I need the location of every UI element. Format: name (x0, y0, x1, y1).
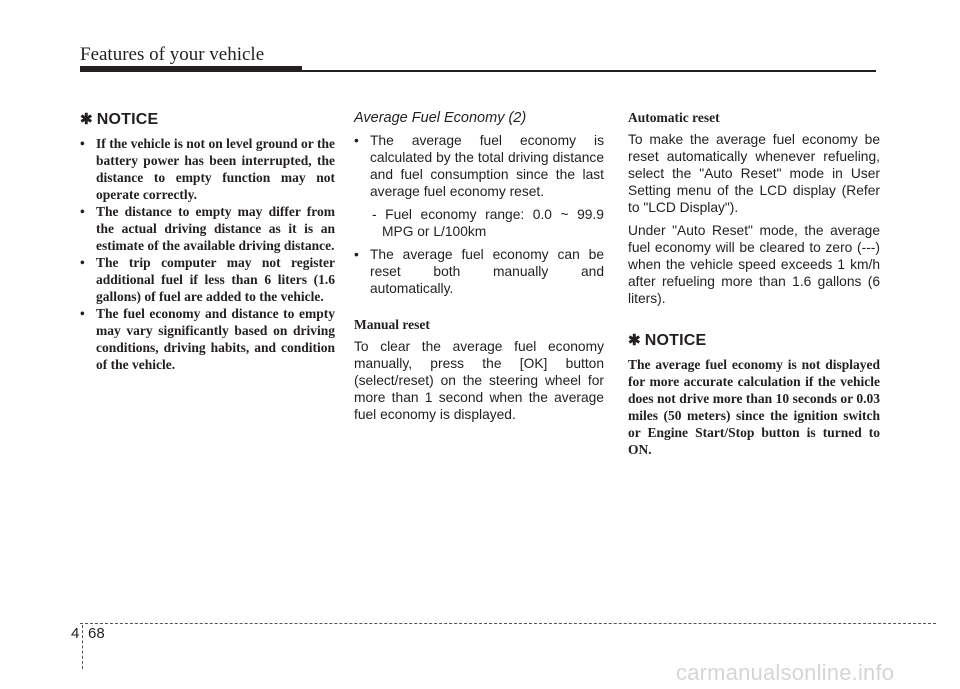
bullet-icon: • (354, 247, 359, 262)
column-1 (80, 110, 335, 373)
bullet-icon: • (80, 136, 85, 151)
bullet-icon: • (80, 306, 85, 321)
list-item (354, 132, 604, 200)
list-item (80, 135, 335, 203)
page-number-divider (82, 625, 83, 669)
list-item-text: The trip computer may not register additional fuel if less than 6 liters (1.6 gallons) of fuel are added to the vehicle. (96, 255, 335, 304)
notice-heading (80, 110, 335, 129)
automatic-reset-heading: Automatic reset (628, 110, 720, 125)
list-item (354, 246, 604, 297)
notice-heading-text: NOTICE (96, 111, 159, 128)
fuel-economy-range: - Fuel economy range: 0.0 ~ 99.9 MPG or L/100km (372, 207, 604, 239)
bullet-icon: • (80, 204, 85, 219)
notice-heading-text: NOTICE (644, 332, 707, 349)
header-rule-thick (80, 66, 302, 72)
list-item (80, 254, 335, 305)
manual-reset-heading: Manual reset (354, 317, 430, 332)
list-item-text: The distance to empty may differ from the actual driving distance as it is an estimate of the available driving distance. (96, 204, 335, 253)
notice-star-icon: ✱ (80, 111, 93, 128)
fuel-economy-list-2 (354, 246, 604, 297)
column-3 (628, 110, 880, 458)
watermark: carmanualsonline.info (676, 660, 895, 685)
list-item (80, 305, 335, 373)
chapter-number: 4 (71, 625, 80, 642)
notice-text: The average fuel economy is not displayed for more accurate calculation if the vehicle does not drive more than 10 seconds or 0.03 miles (50 meters) since the ignition switch or Engine Start/Stop button is turned to ON. (628, 357, 880, 457)
notice-heading-2 (628, 331, 880, 350)
page-number: 68 (88, 625, 105, 642)
header-title: Features of your vehicle (80, 44, 265, 65)
list-item (80, 203, 335, 254)
list-item-text: The average fuel economy is calculated by the total driving distance and fuel consumption since the last average fuel economy reset. (370, 133, 604, 199)
list-item-text: The average fuel economy can be reset both manually and automatically. (370, 247, 604, 296)
automatic-reset-text-2: Under "Auto Reset" mode, the average fuel economy will be cleared to zero (---) when the vehicle speed exceeds 1 km/h after refueling more than 1.6 gallons (6 liters). (628, 223, 880, 306)
list-item-text: If the vehicle is not on level ground or the battery power has been interrupted, the distance to empty function may not operate correctly. (96, 136, 335, 202)
list-item-text: The fuel economy and distance to empty may vary significantly based on driving conditions, driving habits, and condition of the vehicle. (96, 306, 335, 372)
footer-divider (80, 623, 936, 624)
notice-star-icon: ✱ (628, 332, 641, 349)
bullet-icon: • (354, 133, 359, 148)
manual-reset-text: To clear the average fuel economy manually, press the [OK] button (select/reset) on the steering wheel for more than 1 second when the average fuel economy is displayed. (354, 339, 604, 422)
bullet-icon: • (80, 255, 85, 270)
automatic-reset-text-1: To make the average fuel economy be reset automatically whenever refueling, select the "Auto Reset" mode in User Setting menu of the LCD display (Refer to "LCD Display"). (628, 132, 880, 215)
header-rule-thin (302, 70, 876, 72)
section-subtitle: Average Fuel Economy (2) (354, 110, 527, 126)
fuel-economy-list (354, 132, 604, 200)
notice-list (80, 135, 335, 373)
column-2 (354, 110, 604, 429)
